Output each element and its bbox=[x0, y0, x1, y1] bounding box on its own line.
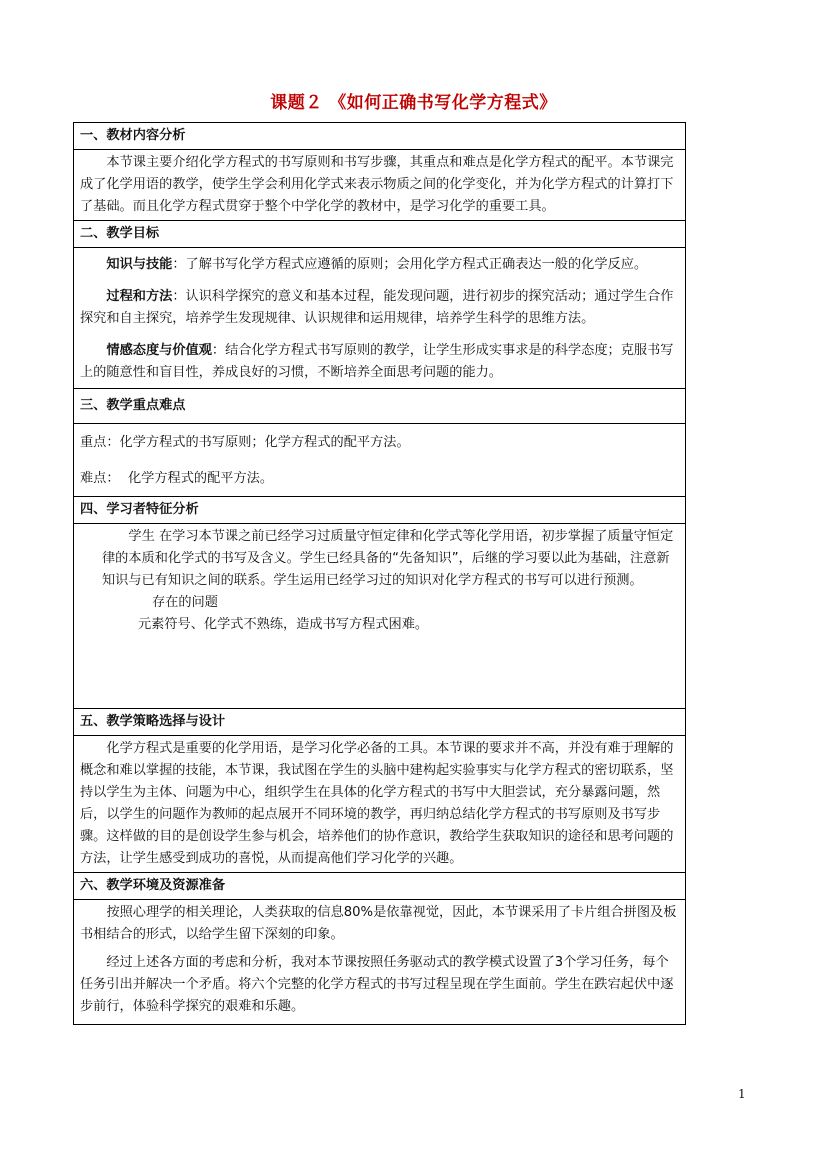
section-content bbox=[74, 248, 686, 389]
section-content bbox=[74, 524, 686, 709]
objective-label: 知识与技能 bbox=[106, 257, 173, 272]
section-heading: 六、教学环境及资源准备 bbox=[74, 873, 686, 900]
paragraph: 化学方程式是重要的化学用语，是学习化学必备的工具。本节课的要求并不高，并没有难于理解的概念和难以掌握的技能，本节课，我试图在学生的头脑中建构起实验事实与化学方程式的密切联系，坚持以学生为主体、问题为中心，组织学生在具体的化学方程式的书写中大胆尝试，充分暴露问题，然后，以学生的问题作为教师的起点展开不同环境的教学，再归纳总结化学方程式的书写原则及书写步骤。这样做的目的是创设学生参与机会，培养他们的协作意识，教给学生获取知识的途径和思考问题的方法，让学生感受到成功的喜悦，从而提高他们学习化学的兴趣。 bbox=[80, 741, 674, 866]
section-heading: 一、教材内容分析 bbox=[74, 123, 686, 150]
section-content bbox=[74, 424, 686, 497]
objective-text: ：了解书写化学方程式应遵循的原则；会用化学方程式正确表达一般的化学反应。 bbox=[172, 257, 648, 272]
section-1-content-row bbox=[74, 150, 686, 221]
paragraph: 本节课主要介绍化学方程式的书写原则和书写步骤，其重点和难点是化学方程式的配平。本节课完成了化学用语的教学，使学生学会利用化学式来表示物质之间的化学变化，并为化学方程式的计算打下了基础。而且化学方程式贯穿于整个中学化学的教材中，是学习化学的重要工具。 bbox=[80, 155, 674, 214]
section-heading: 四、学习者特征分析 bbox=[74, 497, 686, 524]
objective-item bbox=[80, 340, 679, 384]
section-5-header-row bbox=[74, 709, 686, 736]
objective-text: ：认识科学探究的意义和基本过程，能发现问题，进行初步的探究活动；通过学生合作探究和自主探究，培养学生发现规律、认识规律和运用规律，培养学生科学的思维方法。 bbox=[80, 289, 674, 326]
difficulty-point: 难点： 化学方程式的配平方法。 bbox=[80, 471, 274, 486]
problem-text: 元素符号、化学式不熟练，造成书写方程式困难。 bbox=[138, 617, 429, 632]
section-1-header-row bbox=[74, 123, 686, 150]
section-heading: 三、教学重点难点 bbox=[74, 389, 686, 424]
section-content bbox=[74, 736, 686, 873]
section-6-content-row bbox=[74, 900, 686, 1025]
section-content bbox=[74, 150, 686, 221]
lesson-plan-table bbox=[73, 122, 686, 1025]
problem-label: 存在的问题 bbox=[152, 595, 218, 610]
paragraph: 经过上述各方面的考虑和分析，我对本节课按照任务驱动式的教学模式设置了3个学习任务，每个任务引出并解决一个矛盾。将六个完整的化学方程式的书写过程呈现在学生面前。学生在跌宕起伏中逐步前行，体验科学探究的艰难和乐趣。 bbox=[80, 955, 674, 1014]
section-2-content-row bbox=[74, 248, 686, 389]
paragraph: 学生 在学习本节课之前已经学习过质量守恒定律和化学式等化学用语，初步掌握了质量守恒定律的本质和化学式的书写及含义。学生已经具备的“先备知识”，后继的学习要以此为基础，注意新知识与已有知识之间的联系。学生运用已经学习过的知识对化学方程式的书写可以进行预测。 bbox=[102, 529, 674, 588]
section-2-header-row bbox=[74, 221, 686, 248]
section-5-content-row bbox=[74, 736, 686, 873]
section-4-header-row bbox=[74, 497, 686, 524]
objective-text: ：结合化学方程式书写原则的教学，让学生形成实事求是的科学态度；克服书写上的随意性和盲目性，养成良好的习惯，不断培养全面思考问题的能力。 bbox=[80, 343, 674, 380]
objective-label: 过程和方法 bbox=[106, 289, 173, 304]
objective-item bbox=[80, 254, 679, 276]
key-point: 重点：化学方程式的书写原则；化学方程式的配平方法。 bbox=[80, 435, 410, 450]
page-title: 课题２ 《如何正确书写化学方程式》 bbox=[270, 93, 557, 113]
section-heading: 二、教学目标 bbox=[74, 221, 686, 248]
section-6-header-row bbox=[74, 873, 686, 900]
section-3-header-row bbox=[74, 389, 686, 424]
section-heading: 五、教学策略选择与设计 bbox=[74, 709, 686, 736]
section-3-content-row bbox=[74, 424, 686, 497]
section-4-content-row bbox=[74, 524, 686, 709]
section-content bbox=[74, 900, 686, 1025]
paragraph: 按照心理学的相关理论，人类获取的信息80%是依靠视觉，因此，本节课采用了卡片组合拼图及板书相结合的形式，以给学生留下深刻的印象。 bbox=[80, 905, 677, 942]
objective-label: 情感态度与价值观 bbox=[106, 343, 212, 358]
objective-item bbox=[80, 286, 679, 330]
page-number: 1 bbox=[738, 1087, 746, 1101]
